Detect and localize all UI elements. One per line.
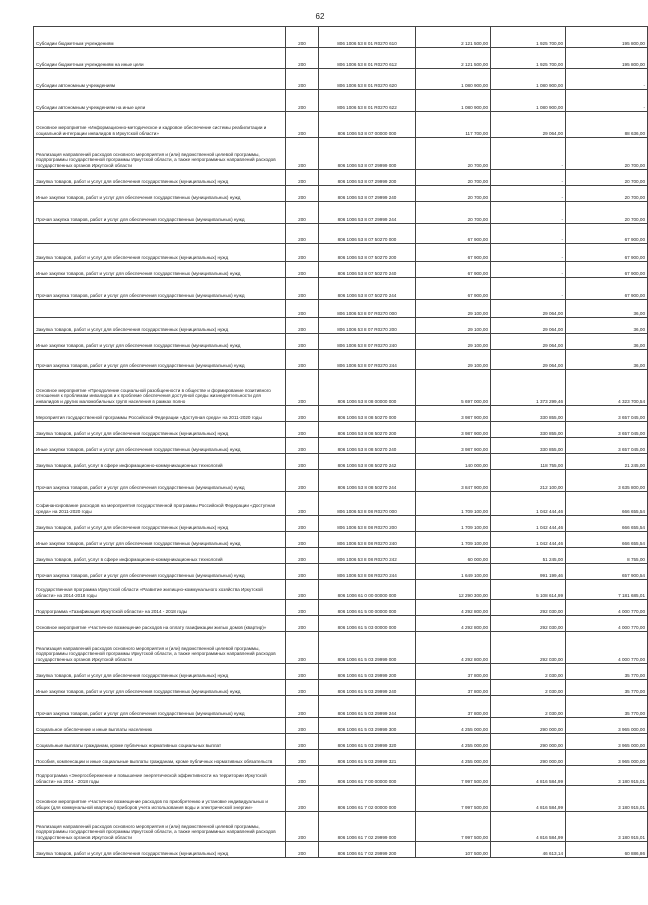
row-kbk-cell: 806 1006 61 5 03 29999 321	[319, 750, 416, 766]
row-kbk-cell: 806 1006 53 8 08 R0270 244	[319, 564, 416, 580]
row-unexecuted-cell: 666 655,54	[566, 516, 648, 532]
row-executed-cell: 991 199,46	[491, 564, 566, 580]
row-approved-cell: 67 900,00	[416, 244, 491, 262]
row-approved-cell: 4 292 800,00	[416, 616, 491, 632]
row-unexecuted-cell: 3 657 045,00	[566, 438, 648, 454]
row-kbk-cell: 806 1006 61 0 00 00000 000	[319, 580, 416, 600]
table-row	[34, 664, 648, 680]
row-name-cell: Основное мероприятие «Частичное возмещение расходов на оплату газификации жилых домов (квартир)»	[34, 616, 286, 632]
row-approved-cell: 3 987 900,00	[416, 438, 491, 454]
row-executed-cell: -	[491, 244, 566, 262]
table-row	[34, 27, 648, 48]
row-code-cell: 200	[286, 750, 319, 766]
row-unexecuted-cell: 20 700,00	[566, 202, 648, 224]
row-kbk-cell: 806 1006 53 8 07 R0270 240	[319, 334, 416, 350]
row-kbk-cell: 806 1006 61 7 02 00000 000	[319, 786, 416, 812]
table-row	[34, 138, 648, 170]
table-row	[34, 564, 648, 580]
row-approved-cell: 4 255 000,00	[416, 718, 491, 734]
row-code-cell: 200	[286, 616, 319, 632]
row-code-cell: 200	[286, 664, 319, 680]
row-unexecuted-cell: 666 655,54	[566, 532, 648, 548]
row-approved-cell: 7 997 500,00	[416, 766, 491, 786]
row-code-cell: 200	[286, 318, 319, 334]
row-kbk-cell: 806 1006 53 8 07 50270 000	[319, 224, 416, 244]
row-unexecuted-cell: 67 900,00	[566, 244, 648, 262]
row-code-cell: 200	[286, 470, 319, 492]
row-code-cell: 200	[286, 548, 319, 564]
row-name-cell: Субсидии автономным учреждениям	[34, 69, 286, 90]
row-kbk-cell: 806 1006 53 8 07 29999 000	[319, 138, 416, 170]
row-unexecuted-cell: 4 000 770,00	[566, 600, 648, 616]
row-name-cell: Прочая закупка товаров, работ и услуг для обеспечения государственных (муниципальных) нужд	[34, 202, 286, 224]
row-unexecuted-cell: 3 965 000,00	[566, 718, 648, 734]
row-name-cell: Государственная программа Иркутской области «Развитие жилищно-коммунального хозяйства Иркутской области» на 2014-2018 годы	[34, 580, 286, 600]
row-kbk-cell: 806 1006 53 8 08 R0270 240	[319, 532, 416, 548]
row-executed-cell: 2 030,00	[491, 696, 566, 718]
row-name-cell: Софинансирование расходов на мероприятия государственной программы Российской Федерации «Доступная среда» на 2011-2020 годы	[34, 492, 286, 516]
table-row	[34, 454, 648, 470]
row-unexecuted-cell: 36,00	[566, 350, 648, 370]
row-unexecuted-cell: 35 770,00	[566, 664, 648, 680]
row-unexecuted-cell: 67 900,00	[566, 278, 648, 300]
row-executed-cell: 29 064,00	[491, 334, 566, 350]
row-code-cell: 200	[286, 516, 319, 532]
row-kbk-cell: 806 1006 53 8 08 R0270 000	[319, 492, 416, 516]
row-kbk-cell: 806 1006 61 7 02 29999 000	[319, 812, 416, 842]
row-unexecuted-cell: 3 180 915,01	[566, 786, 648, 812]
row-executed-cell: 5 108 614,99	[491, 580, 566, 600]
row-name-cell: Закупка товаров, работ и услуг для обеспечения государственных (муниципальных) нужд	[34, 422, 286, 438]
row-approved-cell: 3 987 900,00	[416, 422, 491, 438]
row-executed-cell: 292 030,00	[491, 616, 566, 632]
row-kbk-cell: 806 1006 53 8 08 R0270 242	[319, 548, 416, 564]
row-approved-cell: 29 100,00	[416, 300, 491, 318]
row-name-cell: Иные закупки товаров, работ и услуг для обеспечения государственных (муниципальных) нужд	[34, 438, 286, 454]
row-name-cell: Основное мероприятие «Частичное возмещение расходов по приобретению и установке индивидуальных и общих (для коммунальной квартиры) приборов учета использования воды и электрической энергии»	[34, 786, 286, 812]
row-name-cell: Прочая закупка товаров, работ и услуг для обеспечения государственных (муниципальных) нужд	[34, 278, 286, 300]
row-unexecuted-cell: 195 800,00	[566, 48, 648, 69]
row-kbk-cell: 806 1006 61 5 03 29999 300	[319, 718, 416, 734]
row-unexecuted-cell: 4 000 770,00	[566, 616, 648, 632]
table-row	[34, 186, 648, 202]
row-unexecuted-cell: 3 965 000,00	[566, 734, 648, 750]
row-name-cell: Основное мероприятие «Преодоление социальной разобщенности в обществе и формирование позитивного отношения к проблемам инвалидов и к проблеме обеспечения доступной среды жизнедеятельности для инвалидов и других маломобильных групп населения в рамках полно	[34, 370, 286, 406]
row-kbk-cell: 806 1006 53 8 08 50270 200	[319, 422, 416, 438]
row-executed-cell: -	[491, 262, 566, 278]
row-name-cell: Субсидии бюджетным учреждениям на иные цели	[34, 48, 286, 69]
row-name-cell: Подпрограмма «Газификация Иркутской области» на 2014 - 2018 годы	[34, 600, 286, 616]
row-approved-cell: 4 292 800,00	[416, 632, 491, 664]
row-unexecuted-cell: 3 180 915,01	[566, 766, 648, 786]
row-kbk-cell: 806 1006 53 8 08 50270 240	[319, 438, 416, 454]
row-kbk-cell: 806 1006 61 5 03 29999 200	[319, 664, 416, 680]
row-kbk-cell: 806 1006 61 7 00 00000 000	[319, 766, 416, 786]
table-row	[34, 812, 648, 842]
row-approved-cell: 1 080 900,00	[416, 90, 491, 112]
row-code-cell: 200	[286, 718, 319, 734]
row-approved-cell: 60 000,00	[416, 548, 491, 564]
row-name-cell: Иные закупки товаров, работ и услуг для обеспечения государственных (муниципальных) нужд	[34, 186, 286, 202]
table-row	[34, 786, 648, 812]
row-executed-cell: 29 064,00	[491, 318, 566, 334]
row-approved-cell: 3 987 900,00	[416, 406, 491, 422]
table-row	[34, 438, 648, 454]
row-name-cell: Закупка товаров, работ и услуг для обеспечения государственных (муниципальных) нужд	[34, 318, 286, 334]
row-unexecuted-cell: 60 886,86	[566, 842, 648, 858]
row-unexecuted-cell: 35 770,00	[566, 680, 648, 696]
budget-table	[33, 26, 648, 858]
table-row	[34, 532, 648, 548]
row-approved-cell: 2 121 500,00	[416, 48, 491, 69]
row-code-cell: 200	[286, 422, 319, 438]
row-name-cell	[34, 224, 286, 244]
row-approved-cell: 7 997 500,00	[416, 786, 491, 812]
row-code-cell: 200	[286, 278, 319, 300]
row-approved-cell: 2 121 500,00	[416, 27, 491, 48]
row-kbk-cell: 806 1006 61 5 03 00000 000	[319, 616, 416, 632]
table-row	[34, 696, 648, 718]
row-code-cell: 200	[286, 69, 319, 90]
row-code-cell: 200	[286, 564, 319, 580]
row-executed-cell: -	[491, 278, 566, 300]
row-code-cell: 200	[286, 580, 319, 600]
row-executed-cell: 51 245,00	[491, 548, 566, 564]
row-name-cell: Закупка товаров, работ и услуг для обеспечения государственных (муниципальных) нужд	[34, 842, 286, 858]
row-unexecuted-cell: 8 755,00	[566, 548, 648, 564]
row-approved-cell: 117 700,00	[416, 112, 491, 138]
table-row	[34, 548, 648, 564]
row-executed-cell: 1 925 700,00	[491, 48, 566, 69]
row-unexecuted-cell: 36,00	[566, 318, 648, 334]
row-executed-cell: 29 064,00	[491, 300, 566, 318]
row-name-cell: Прочая закупка товаров, работ и услуг для обеспечения государственных (муниципальных) нужд	[34, 470, 286, 492]
row-name-cell: Основное мероприятие «Информационно-методическое и кадровое обеспечение системы реабилитации и социальной интеграции инвалидов в Иркутской области»	[34, 112, 286, 138]
row-approved-cell: 4 255 000,00	[416, 734, 491, 750]
row-code-cell: 200	[286, 600, 319, 616]
table-row	[34, 278, 648, 300]
row-name-cell: Закупка товаров, работ и услуг для обеспечения государственных (муниципальных) нужд	[34, 664, 286, 680]
row-kbk-cell: 806 1006 53 8 08 50270 242	[319, 454, 416, 470]
row-code-cell: 200	[286, 202, 319, 224]
row-name-cell: Иные закупки товаров, работ и услуг для обеспечения государственных (муниципальных) нужд	[34, 262, 286, 278]
row-name-cell: Закупка товаров, работ, услуг в сфере информационно-коммуникационных технологий	[34, 454, 286, 470]
row-code-cell: 200	[286, 90, 319, 112]
row-code-cell: 200	[286, 112, 319, 138]
row-unexecuted-cell: 666 655,54	[566, 492, 648, 516]
table-row	[34, 766, 648, 786]
row-kbk-cell: 806 1006 53 8 07 29999 200	[319, 170, 416, 186]
row-unexecuted-cell: 20 700,00	[566, 138, 648, 170]
row-code-cell: 200	[286, 27, 319, 48]
row-executed-cell: 290 000,00	[491, 718, 566, 734]
row-kbk-cell: 806 1006 53 8 08 50270 000	[319, 406, 416, 422]
table-row	[34, 334, 648, 350]
table-row	[34, 632, 648, 664]
table-row	[34, 470, 648, 492]
row-kbk-cell: 806 1006 53 8 08 R0270 200	[319, 516, 416, 532]
table-row	[34, 112, 648, 138]
row-unexecuted-cell: 4 000 770,00	[566, 632, 648, 664]
table-row	[34, 69, 648, 90]
row-kbk-cell: 806 1006 53 8 01 R0270 612	[319, 48, 416, 69]
row-code-cell: 200	[286, 170, 319, 186]
row-unexecuted-cell: 20 700,00	[566, 186, 648, 202]
row-code-cell: 200	[286, 786, 319, 812]
row-name-cell: Реализация направлений расходов основного мероприятия и (или) ведомственной целевой программы, подпрограммы государственной программы Иркутской области, а также непрограммных направлений расходов государственных органов Иркутской области	[34, 138, 286, 170]
row-name-cell: Социальные выплаты гражданам, кроме публичных нормативных социальных выплат	[34, 734, 286, 750]
row-approved-cell: 7 997 500,00	[416, 812, 491, 842]
row-name-cell: Прочая закупка товаров, работ и услуг для обеспечения государственных (муниципальных) нужд	[34, 696, 286, 718]
row-unexecuted-cell: 3 657 045,00	[566, 422, 648, 438]
row-executed-cell: 2 030,00	[491, 664, 566, 680]
row-code-cell: 200	[286, 138, 319, 170]
row-code-cell: 200	[286, 334, 319, 350]
row-unexecuted-cell: 657 900,54	[566, 564, 648, 580]
row-executed-cell: -	[491, 170, 566, 186]
row-approved-cell: 140 000,00	[416, 454, 491, 470]
table-row	[34, 422, 648, 438]
row-approved-cell: 37 800,00	[416, 664, 491, 680]
row-unexecuted-cell: 3 180 915,01	[566, 812, 648, 842]
row-executed-cell: 330 855,00	[491, 422, 566, 438]
row-executed-cell: -	[491, 202, 566, 224]
row-code-cell: 200	[286, 812, 319, 842]
row-executed-cell: 1 080 900,00	[491, 90, 566, 112]
row-executed-cell: 330 855,00	[491, 438, 566, 454]
row-kbk-cell: 806 1006 53 8 07 50270 200	[319, 244, 416, 262]
row-kbk-cell: 806 1006 53 8 07 00000 000	[319, 112, 416, 138]
row-approved-cell: 37 800,00	[416, 696, 491, 718]
row-unexecuted-cell: 21 245,00	[566, 454, 648, 470]
table-row	[34, 90, 648, 112]
row-approved-cell: 20 700,00	[416, 138, 491, 170]
row-unexecuted-cell: 36,00	[566, 334, 648, 350]
row-executed-cell: -	[491, 138, 566, 170]
row-unexecuted-cell: 195 800,00	[566, 27, 648, 48]
row-approved-cell: 5 697 000,00	[416, 370, 491, 406]
table-row	[34, 300, 648, 318]
row-unexecuted-cell: -	[566, 69, 648, 90]
row-kbk-cell: 806 1006 61 5 03 29999 320	[319, 734, 416, 750]
row-code-cell: 200	[286, 48, 319, 69]
row-kbk-cell: 806 1006 61 5 03 29999 000	[319, 632, 416, 664]
row-executed-cell: 1 042 444,46	[491, 492, 566, 516]
row-name-cell: Закупка товаров, работ, услуг в сфере информационно-коммуникационных технологий	[34, 548, 286, 564]
row-executed-cell: 1 925 700,00	[491, 27, 566, 48]
row-kbk-cell: 806 1006 53 8 07 50270 244	[319, 278, 416, 300]
row-approved-cell: 4 292 800,00	[416, 600, 491, 616]
row-executed-cell: 4 816 584,99	[491, 812, 566, 842]
row-executed-cell: 290 000,00	[491, 734, 566, 750]
row-executed-cell: 292 030,00	[491, 600, 566, 616]
table-row	[34, 750, 648, 766]
row-approved-cell: 67 900,00	[416, 262, 491, 278]
row-executed-cell: 29 064,00	[491, 350, 566, 370]
row-code-cell: 200	[286, 842, 319, 858]
row-kbk-cell: 806 1006 53 8 07 R0270 200	[319, 318, 416, 334]
table-row	[34, 244, 648, 262]
row-executed-cell: 330 855,00	[491, 406, 566, 422]
row-code-cell: 200	[286, 532, 319, 548]
table-row	[34, 224, 648, 244]
row-executed-cell: 290 000,00	[491, 750, 566, 766]
row-executed-cell: 4 816 584,99	[491, 786, 566, 812]
row-kbk-cell: 806 1006 61 5 00 00000 000	[319, 600, 416, 616]
row-executed-cell: -	[491, 186, 566, 202]
row-code-cell: 200	[286, 766, 319, 786]
row-approved-cell: 29 100,00	[416, 334, 491, 350]
row-kbk-cell: 806 1006 53 8 01 R0270 610	[319, 27, 416, 48]
table-row	[34, 170, 648, 186]
table-row	[34, 202, 648, 224]
row-name-cell: Мероприятия государственной программы Российской Федерации «Доступная среда» на 2011-2020 годы	[34, 406, 286, 422]
row-unexecuted-cell: 7 181 685,01	[566, 580, 648, 600]
row-code-cell: 200	[286, 680, 319, 696]
row-unexecuted-cell: -	[566, 90, 648, 112]
row-code-cell: 200	[286, 262, 319, 278]
table-row	[34, 600, 648, 616]
row-approved-cell: 20 700,00	[416, 170, 491, 186]
row-code-cell: 200	[286, 300, 319, 318]
row-name-cell: Субсидии бюджетным учреждениям	[34, 27, 286, 48]
row-code-cell: 200	[286, 370, 319, 406]
row-approved-cell: 67 900,00	[416, 278, 491, 300]
row-approved-cell: 37 800,00	[416, 680, 491, 696]
row-kbk-cell: 806 1006 53 8 07 29999 240	[319, 186, 416, 202]
page-number: 62	[315, 12, 325, 21]
row-approved-cell: 20 700,00	[416, 202, 491, 224]
row-name-cell: Закупка товаров, работ и услуг для обеспечения государственных (муниципальных) нужд	[34, 516, 286, 532]
row-executed-cell: 29 064,00	[491, 112, 566, 138]
row-name-cell: Субсидии автономным учреждениям на иные цели	[34, 90, 286, 112]
row-name-cell: Закупка товаров, работ и услуг для обеспечения государственных (муниципальных) нужд	[34, 170, 286, 186]
table-row	[34, 318, 648, 334]
row-name-cell	[34, 300, 286, 318]
table-row	[34, 616, 648, 632]
row-approved-cell: 1 649 100,00	[416, 564, 491, 580]
row-executed-cell: 4 816 584,99	[491, 766, 566, 786]
row-name-cell: Социальное обеспечение и иные выплаты населению	[34, 718, 286, 734]
table-row	[34, 370, 648, 406]
row-kbk-cell: 806 1006 53 8 08 00000 000	[319, 370, 416, 406]
row-executed-cell: 1 042 444,46	[491, 532, 566, 548]
row-code-cell: 200	[286, 350, 319, 370]
table-row	[34, 262, 648, 278]
row-kbk-cell: 806 1006 53 8 07 50270 240	[319, 262, 416, 278]
row-executed-cell: 1 373 299,46	[491, 370, 566, 406]
row-unexecuted-cell: 4 323 700,54	[566, 370, 648, 406]
row-approved-cell: 3 847 900,00	[416, 470, 491, 492]
table-body	[34, 27, 648, 858]
row-unexecuted-cell: 36,00	[566, 300, 648, 318]
row-name-cell: Закупка товаров, работ и услуг для обеспечения государственных (муниципальных) нужд	[34, 244, 286, 262]
row-approved-cell: 4 255 000,00	[416, 750, 491, 766]
row-code-cell: 200	[286, 186, 319, 202]
row-name-cell: Прочая закупка товаров, работ и услуг для обеспечения государственных (муниципальных) нужд	[34, 350, 286, 370]
row-name-cell: Подпрограмма «Энергосбережение и повышение энергетической эффективности на территории Иркутской области» на 2014 - 2018 годы	[34, 766, 286, 786]
row-name-cell: Реализация направлений расходов основного мероприятия и (или) ведомственной целевой программы, подпрограммы государственной программы Иркутской области, а также непрограммных направлений расходов государственных органов Иркутской области	[34, 812, 286, 842]
row-executed-cell: 1 080 900,00	[491, 69, 566, 90]
row-name-cell: Реализация направлений расходов основного мероприятия и (или) ведомственной целевой программы, подпрограммы государственной программы Иркутской области, а также непрограммных направлений расходов государственных органов Иркутской области	[34, 632, 286, 664]
table-row	[34, 580, 648, 600]
row-code-cell: 200	[286, 406, 319, 422]
table-row	[34, 406, 648, 422]
row-executed-cell: 1 042 444,46	[491, 516, 566, 532]
row-approved-cell: 67 900,00	[416, 224, 491, 244]
row-approved-cell: 107 500,00	[416, 842, 491, 858]
row-code-cell: 200	[286, 632, 319, 664]
row-name-cell: Иные закупки товаров, работ и услуг для обеспечения государственных (муниципальных) нужд	[34, 334, 286, 350]
row-code-cell: 200	[286, 438, 319, 454]
row-unexecuted-cell: 3 657 045,00	[566, 406, 648, 422]
row-approved-cell: 29 100,00	[416, 350, 491, 370]
row-kbk-cell: 806 1006 61 7 02 29999 200	[319, 842, 416, 858]
row-name-cell: Иные закупки товаров, работ и услуг для обеспечения государственных (муниципальных) нужд	[34, 680, 286, 696]
table-row	[34, 48, 648, 69]
row-unexecuted-cell: 3 635 800,00	[566, 470, 648, 492]
row-unexecuted-cell: 20 700,00	[566, 170, 648, 186]
row-kbk-cell: 806 1006 53 8 07 R0270 244	[319, 350, 416, 370]
row-approved-cell: 1 080 900,00	[416, 69, 491, 90]
row-code-cell: 200	[286, 696, 319, 718]
row-unexecuted-cell: 88 636,00	[566, 112, 648, 138]
row-name-cell: Пособия, компенсации и иные социальные выплаты гражданам, кроме публичных нормативных обязательств	[34, 750, 286, 766]
row-kbk-cell: 806 1006 61 5 03 29999 240	[319, 680, 416, 696]
table-row	[34, 516, 648, 532]
table-row	[34, 492, 648, 516]
row-code-cell: 200	[286, 244, 319, 262]
row-approved-cell: 20 700,00	[416, 186, 491, 202]
row-kbk-cell: 806 1006 61 5 03 29999 244	[319, 696, 416, 718]
row-code-cell: 200	[286, 734, 319, 750]
row-executed-cell: 2 030,00	[491, 680, 566, 696]
row-kbk-cell: 806 1006 53 8 01 R0270 620	[319, 69, 416, 90]
row-executed-cell: 118 755,00	[491, 454, 566, 470]
row-executed-cell: 292 030,00	[491, 632, 566, 664]
row-approved-cell: 12 290 300,00	[416, 580, 491, 600]
row-kbk-cell: 806 1006 53 8 07 R0270 000	[319, 300, 416, 318]
row-code-cell: 200	[286, 454, 319, 470]
row-code-cell: 200	[286, 224, 319, 244]
row-approved-cell: 1 709 100,00	[416, 516, 491, 532]
row-approved-cell: 1 709 100,00	[416, 492, 491, 516]
row-unexecuted-cell: 67 900,00	[566, 224, 648, 244]
row-executed-cell: 212 100,00	[491, 470, 566, 492]
row-executed-cell: -	[491, 224, 566, 244]
row-approved-cell: 1 709 100,00	[416, 532, 491, 548]
table-row	[34, 680, 648, 696]
row-kbk-cell: 806 1006 53 8 08 50270 244	[319, 470, 416, 492]
table-row	[34, 734, 648, 750]
row-kbk-cell: 806 1006 53 8 01 R0270 622	[319, 90, 416, 112]
table-row	[34, 718, 648, 734]
row-approved-cell: 29 100,00	[416, 318, 491, 334]
row-name-cell: Прочая закупка товаров, работ и услуг для обеспечения государственных (муниципальных) нужд	[34, 564, 286, 580]
row-unexecuted-cell: 67 900,00	[566, 262, 648, 278]
row-unexecuted-cell: 35 770,00	[566, 696, 648, 718]
row-name-cell: Иные закупки товаров, работ и услуг для обеспечения государственных (муниципальных) нужд	[34, 532, 286, 548]
row-unexecuted-cell: 3 965 000,00	[566, 750, 648, 766]
row-kbk-cell: 806 1006 53 8 07 29999 244	[319, 202, 416, 224]
row-code-cell: 200	[286, 492, 319, 516]
table-row	[34, 350, 648, 370]
row-executed-cell: 46 613,14	[491, 842, 566, 858]
table-row	[34, 842, 648, 858]
